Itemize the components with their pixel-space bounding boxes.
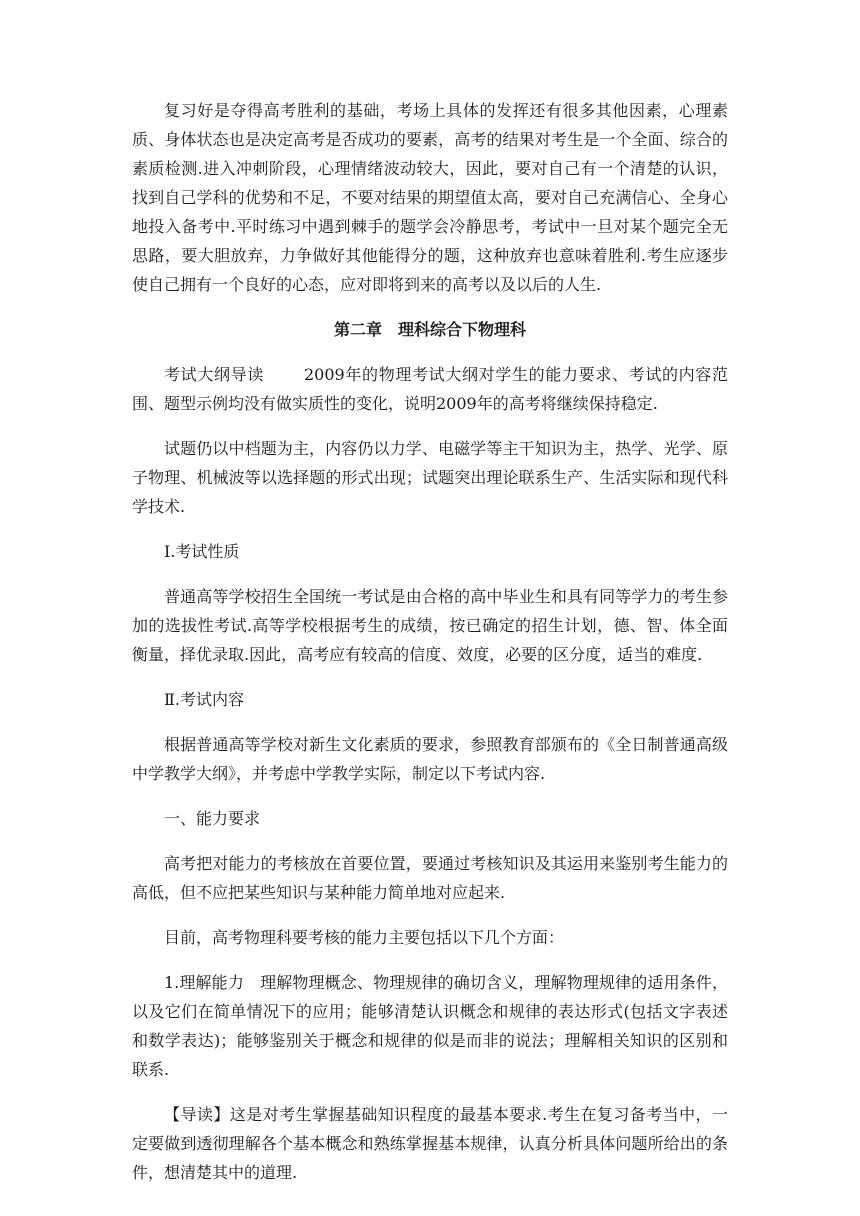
intro-paragraph: 复习好是夺得高考胜利的基础，考场上具体的发挥还有很多其他因素，心理素质、身体状态也是决定高考是否成功的要素，高考的结果对考生是一个全面、综合的素质检测.进入冲刺阶段，心理情绪波动较大，因此，要对自己有一个清楚的认识，找到自己学科的优势和不足，不要对结果的期望值太高，要对自己充满信心、全身心地投入备考中.平时练习中遇到棘手的题学会冷静思考，考试中一旦对某个题完全无思路，要大胆放弃，力争做好其他能得分的题，这种放弃也意味着胜利.考生应逐步使自己拥有一个良好的心态，应对即将到来的高考以及以后的人生. (132, 101, 728, 294)
subheading-ability-requirements: 一、能力要求 (164, 809, 261, 828)
ability-aspects-intro: 目前，高考物理科要考核的能力主要包括以下几个方面： (164, 928, 565, 947)
exam-content-paragraph: 根据普通高等学校对新生文化素质的要求，参照教育部颁布的《全日制普通高级中学教学大纲》，并考虑中学教学实际，制定以下考试内容. (132, 735, 728, 783)
exam-outline-label: 考试大纲导读 (164, 365, 264, 384)
ability-assessment-paragraph: 高考把对能力的考核放在首要位置，要通过考核知识及其运用来鉴别考生能力的高低，但不应把某些知识与某种能力简单地对应起来. (132, 854, 728, 902)
exam-outline-text: 2009年的物理考试大纲对学生的能力要求、考试的内容范围、题型示例均没有做实质性的变化，说明2009年的高考将继续保持稳定. (132, 365, 728, 413)
document-body (132, 96, 728, 1187)
section-heading-exam-content: Ⅱ.考试内容 (164, 690, 244, 709)
section-heading-exam-nature: Ⅰ.考试性质 (164, 542, 240, 561)
exam-outline-paragraph (132, 360, 728, 418)
guide-note-label: 【导读】 (164, 1105, 230, 1124)
understanding-ability-paragraph: 1.理解能力 理解物理概念、物理规律的确切含义，理解物理规律的适用条件，以及它们在简单情况下的应用；能够清楚认识概念和规律的表达形式(包括文字表述和数学表达)；能够鉴别关于概念和规律的似是而非的说法；理解相关知识的区别和联系. (132, 973, 728, 1079)
guide-note-text: 这是对考生掌握基础知识程度的最基本要求.考生在复习备考当中，一定要做到透彻理解各个基本概念和熟练掌握基本规律，认真分析具体问题所给出的条件，想清楚其中的道理. (132, 1105, 728, 1182)
question-content-paragraph: 试题仍以中档题为主，内容仍以力学、电磁学等主干知识为主，热学、光学、原子物理、机械波等以选择题的形式出现；试题突出理论联系生产、生活实际和现代科学技术. (132, 439, 728, 516)
exam-nature-paragraph: 普通高等学校招生全国统一考试是由合格的高中毕业生和具有同等学力的考生参加的选拔性考试.高等学校根据考生的成绩，按已确定的招生计划，德、智、体全面衡量，择优录取.因此，高考应有较高的信度、效度，必要的区分度，适当的难度. (132, 587, 728, 664)
chapter-title: 第二章 理科综合下物理科 (333, 320, 526, 339)
guide-note-paragraph (132, 1100, 728, 1187)
